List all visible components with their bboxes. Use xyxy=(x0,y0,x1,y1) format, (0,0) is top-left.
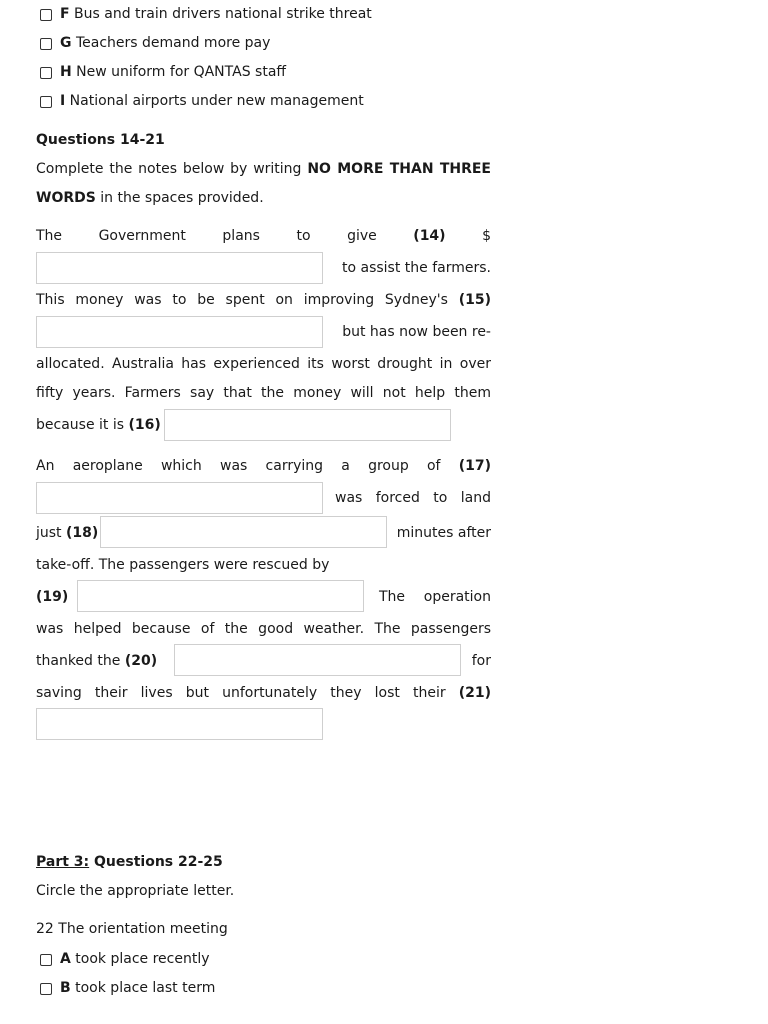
answer-box-14[interactable] xyxy=(36,252,323,284)
option-checkbox[interactable] xyxy=(40,96,52,108)
text-after-17: was forced to land xyxy=(335,490,491,506)
notes-line-6: fifty years. Farmers say that the money will not help them xyxy=(36,385,491,401)
answer-box-16[interactable] xyxy=(164,409,451,441)
option-checkbox[interactable] xyxy=(40,983,52,995)
option-checkbox[interactable] xyxy=(40,38,52,50)
question-number-21: (21) xyxy=(458,685,491,701)
answer-box-15[interactable] xyxy=(36,316,323,348)
text-after-15: but has now been re- xyxy=(342,324,491,340)
part3-heading xyxy=(36,854,223,870)
answer-box-21[interactable] xyxy=(36,708,323,740)
question-22: 22 The orientation meeting xyxy=(36,921,228,937)
option-letter: A xyxy=(60,951,71,967)
question-number-19: (19) xyxy=(36,589,69,605)
option-checkbox[interactable] xyxy=(40,954,52,966)
answer-box-18[interactable] xyxy=(100,516,387,548)
question-number-20: (20) xyxy=(124,653,158,669)
part3-label: Part 3: xyxy=(36,854,90,870)
answer-box-19[interactable] xyxy=(77,580,364,612)
notes-line-8: An aeroplane which was carrying a group of (17) xyxy=(36,458,492,474)
text-after-19: The operation xyxy=(379,589,491,605)
option-letter: F xyxy=(60,6,70,22)
notes-line-1: The Government plans to give (14) $ xyxy=(36,228,492,244)
option-letter: G xyxy=(60,35,72,51)
question-number-18: (18) xyxy=(66,525,99,541)
instruction-line-1: Complete the notes below by writing NO MORE THAN THREE xyxy=(36,161,491,177)
notes-line-7: because it is (16) xyxy=(36,417,161,433)
option-text: National airports under new management xyxy=(69,93,364,109)
question-number-15: (15) xyxy=(458,292,492,308)
notes-line-5: allocated. Australia has experienced its worst drought in over xyxy=(36,356,491,372)
option-letter: I xyxy=(60,93,66,109)
option-text: took place recently xyxy=(75,951,210,967)
option-letter: B xyxy=(60,980,71,996)
option-checkbox[interactable] xyxy=(40,67,52,79)
option-text: Teachers demand more pay xyxy=(75,35,271,51)
notes-line-15: saving their lives but unfortunately they lost their (21) xyxy=(36,685,491,701)
text-after-14: to assist the farmers. xyxy=(342,260,491,276)
option-text: Bus and train drivers national strike threat xyxy=(74,6,372,22)
text-after-18: minutes after xyxy=(396,525,491,541)
option-text: New uniform for QANTAS staff xyxy=(76,64,287,80)
text-after-20: for xyxy=(471,653,491,669)
part3-instruction: Circle the appropriate letter. xyxy=(36,883,235,899)
question-number-14: (14) xyxy=(413,228,446,244)
instruction-line-2: WORDS in the spaces provided. xyxy=(36,190,264,206)
notes-line-11: take-off. The passengers were rescued by xyxy=(36,557,330,573)
part3-questions: Questions 22-25 xyxy=(94,854,223,870)
notes-line-14: thanked the (20) xyxy=(36,653,158,669)
option-checkbox[interactable] xyxy=(40,9,52,21)
answer-box-17[interactable] xyxy=(36,482,323,514)
answer-box-20[interactable] xyxy=(174,644,461,676)
question-number-16: (16) xyxy=(128,417,161,433)
option-text: took place last term xyxy=(75,980,216,996)
notes-line-10: just (18) xyxy=(36,525,99,541)
option-letter: H xyxy=(60,64,72,80)
section-heading: Questions 14-21 xyxy=(36,132,165,148)
notes-line-13: was helped because of the good weather. The passengers xyxy=(36,621,491,637)
question-number-17: (17) xyxy=(458,458,492,474)
notes-line-3: This money was to be spent on improving Sydney's (15) xyxy=(36,292,492,308)
